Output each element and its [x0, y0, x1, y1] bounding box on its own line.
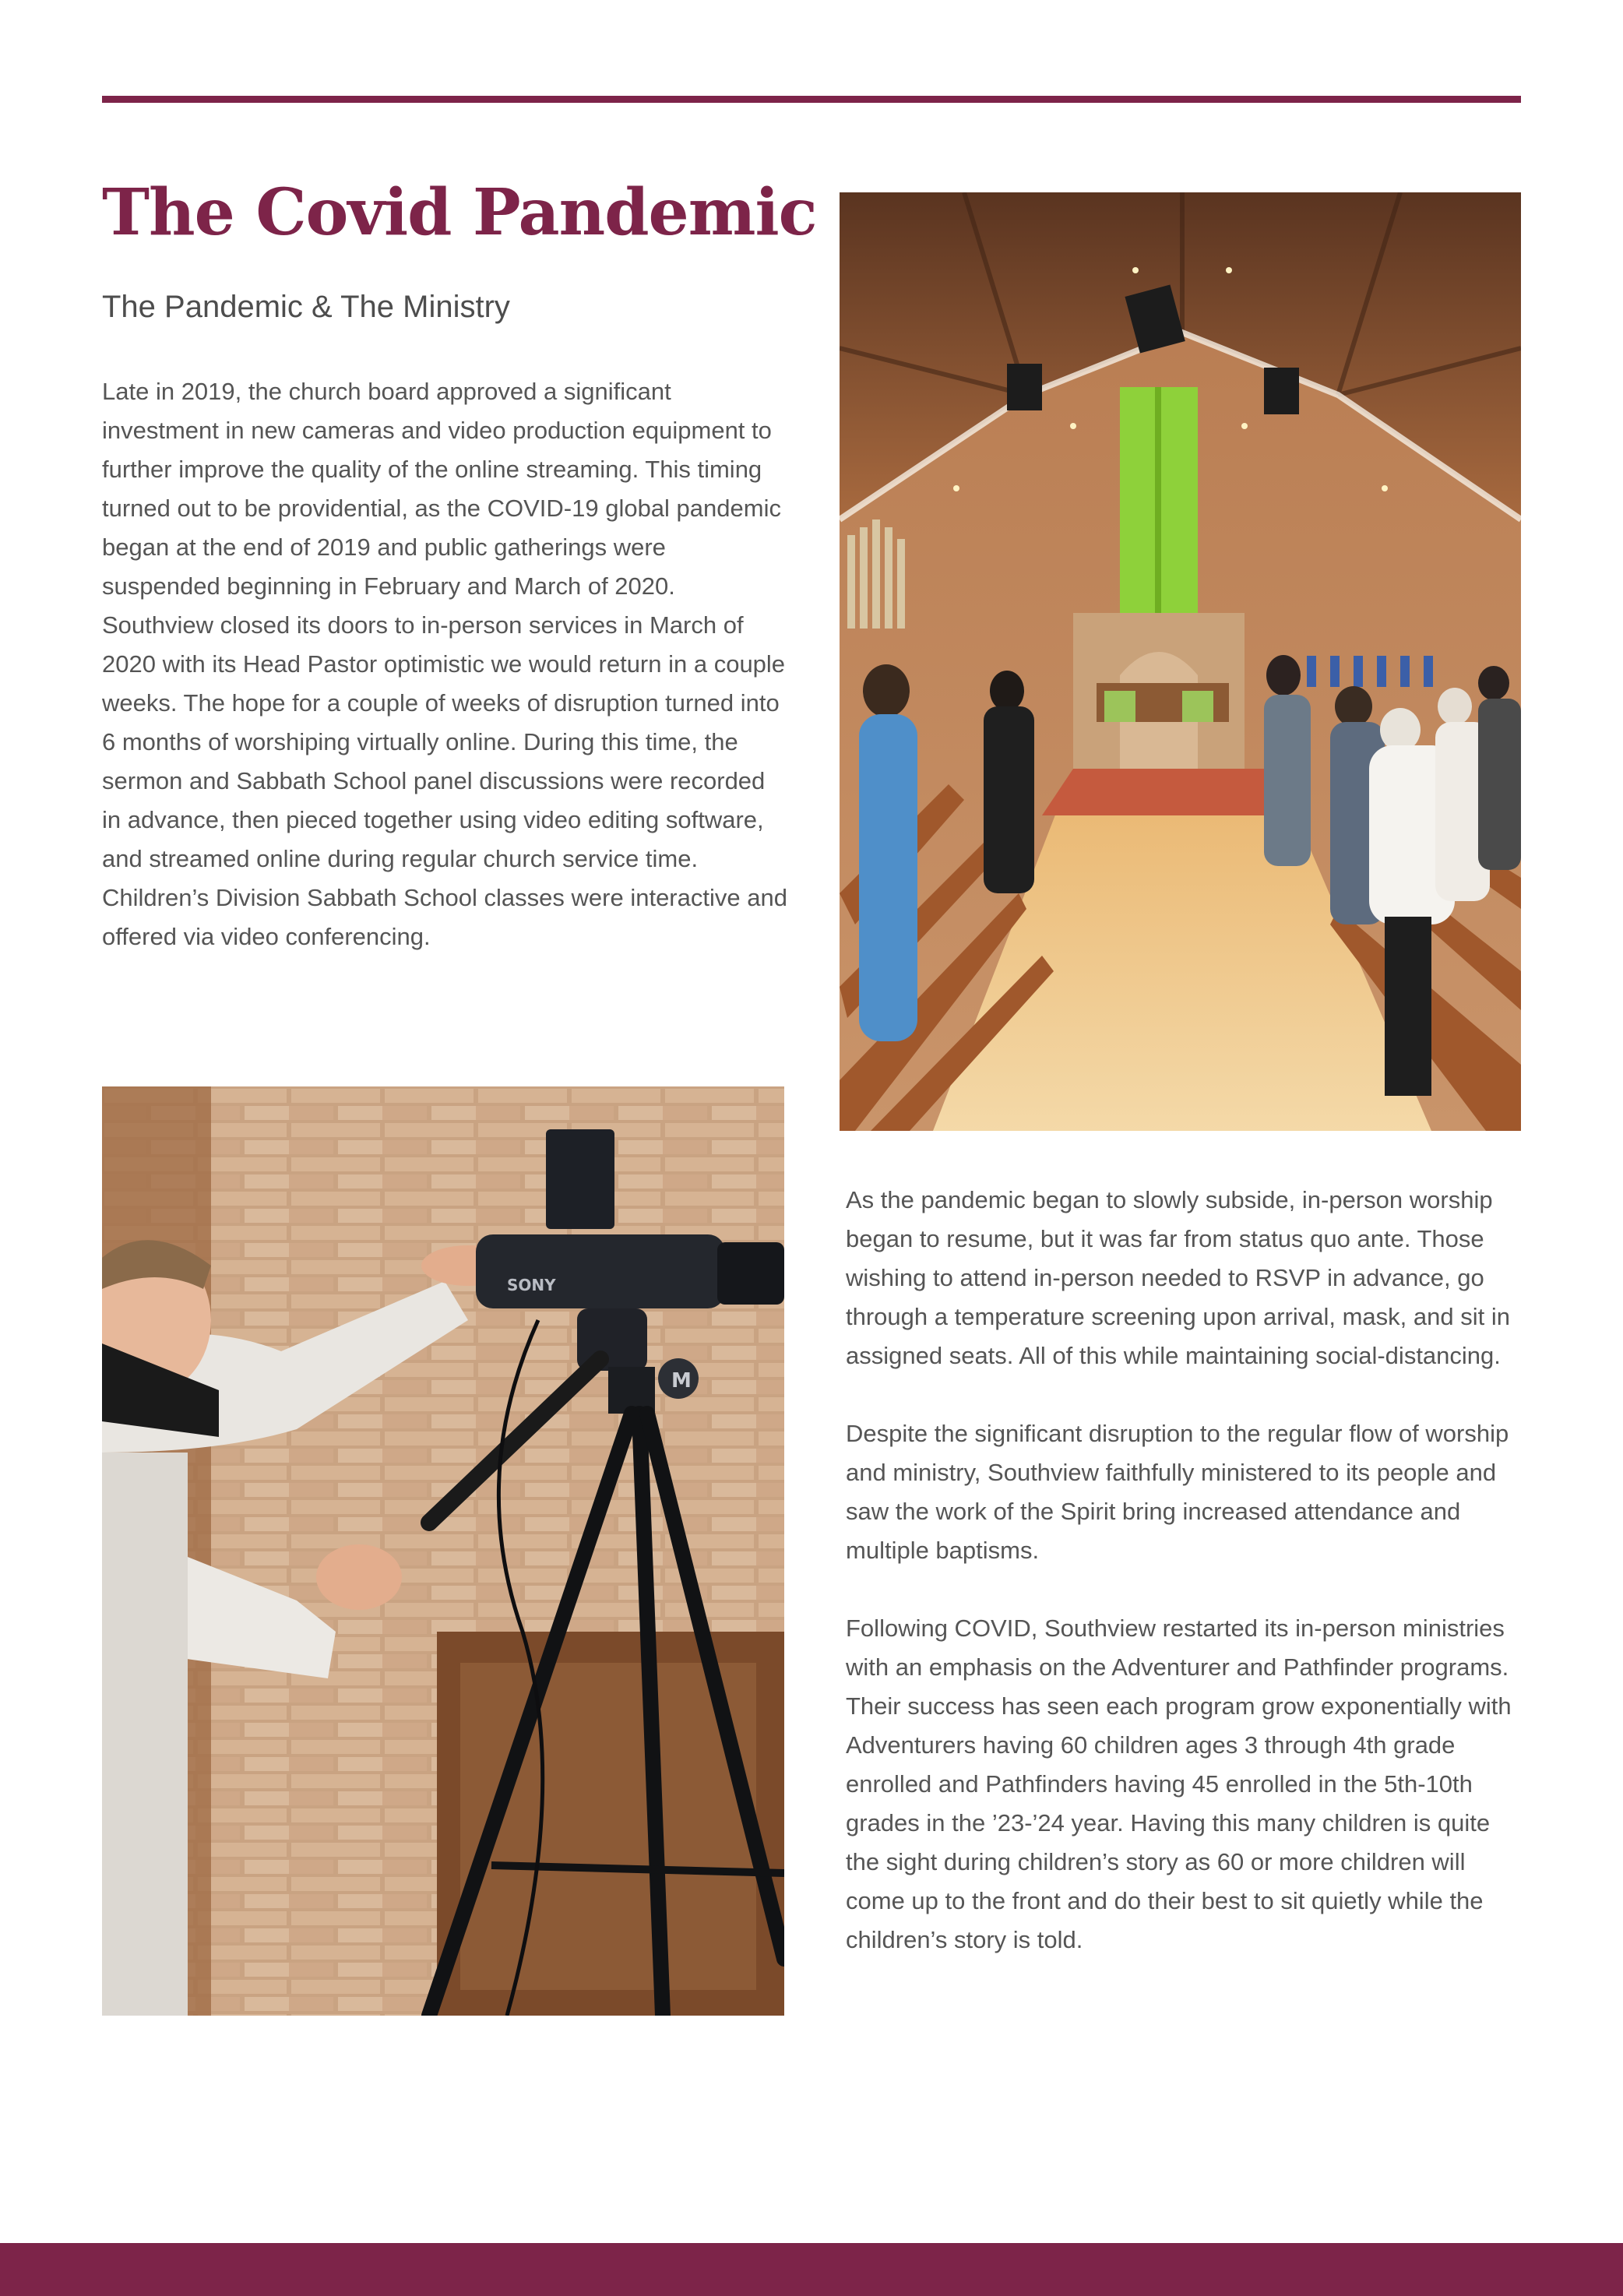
intro-text-block	[102, 372, 787, 956]
intro-paragraph: Late in 2019, the church board approved a significant investment in new cameras and video production equipment to further improve the quality of the online streaming. This timing turned out to be providential, as the COVID-19 global pandemic began at the end of 2019 and public gatherings were suspended beginning in February and March of 2020. Southview closed its doors to in-person services in March of 2020 with its Head Pastor optimistic we would return in a couple weeks. The hope for a couple of weeks of disruption turned into 6 months of worshiping virtually online. During this time, the sermon and Sabbath School panel discussions were recorded in advance, then pieced together using video editing software, and streamed online during regular church service time. Children’s Division Sabbath School classes were interactive and offered via video conferencing.	[102, 378, 787, 950]
page-title: The Covid Pandemic	[102, 175, 817, 250]
page-subtitle: The Pandemic & The Ministry	[102, 290, 510, 324]
bottom-accent-band	[0, 2243, 1623, 2296]
main-text-column	[846, 1181, 1520, 1960]
paragraph-ministry: Despite the significant disruption to the regular flow of worship and ministry, Southview faithfully ministered to its people and saw the work of the Spirit bring increased attendance and multiple baptisms.	[846, 1420, 1509, 1564]
sanctuary-photo	[840, 192, 1521, 1131]
tripod-mark-text: M	[671, 1369, 692, 1393]
camera-brand-text: SONY	[507, 1276, 556, 1294]
paragraph-post-covid: Following COVID, Southview restarted its in-person ministries with an emphasis on the Adventurer and Pathfinder programs. Their success has seen each program grow exponentially with Adventurers having 60 children ages 3 through 4th grade enrolled and Pathfinders having 45 enrolled in the 5th-10th grades in the ’23-’24 year. Having this many children is quite the sight during children’s story as 60 or more children will come up to the front and do their best to sit quietly while the children’s story is told.	[846, 1615, 1512, 1953]
paragraph-reopening: As the pandemic began to slowly subside, in-person worship began to resume, but it was far from status quo ante. Those wishing to attend in-person needed to RSVP in advance, go through a temperature screening upon arrival, mask, and sit in assigned seats. All of this while maintaining social-distancing.	[846, 1186, 1510, 1369]
camera-operator-photo	[102, 1086, 784, 2016]
top-accent-rule	[102, 96, 1521, 103]
camera-operator-illustration	[102, 1086, 784, 2016]
sanctuary-illustration	[840, 192, 1521, 1131]
